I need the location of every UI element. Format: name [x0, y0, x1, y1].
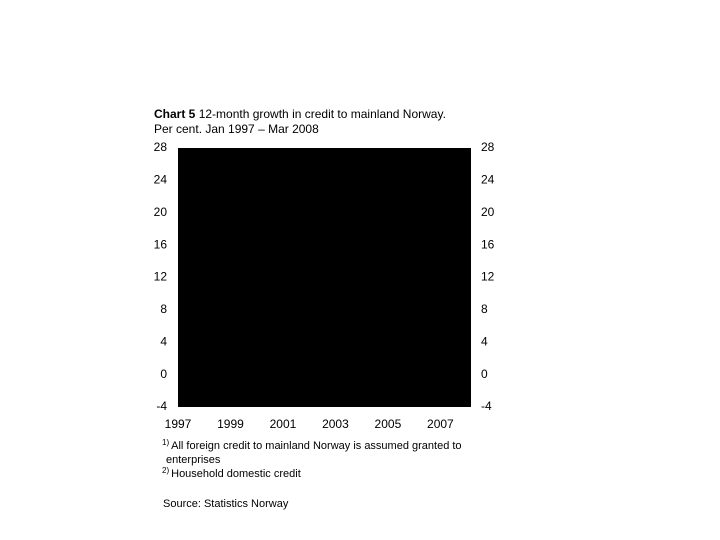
footnote-1: [162, 439, 462, 453]
y-tick-label-right: 24: [481, 172, 495, 187]
x-tick-label: 1997: [164, 417, 192, 432]
y-tick-label-left: -4: [156, 399, 167, 414]
y-tick-label-left: 28: [153, 140, 167, 155]
y-tick-label-left: 0: [160, 366, 167, 381]
y-tick-label-right: 8: [481, 302, 488, 317]
footnotes: [162, 439, 462, 481]
y-tick-label-left: 4: [160, 334, 167, 349]
y-tick-label-right: 20: [481, 204, 495, 219]
x-tick-label: 1999: [217, 417, 244, 432]
y-tick-label-right: 4: [481, 334, 488, 349]
x-tick-label: 2005: [374, 417, 402, 432]
y-tick-label-right: 16: [481, 237, 495, 252]
y-tick-label-left: 12: [153, 269, 167, 284]
x-tick-label: 2001: [269, 417, 297, 432]
y-tick-label-right: -4: [481, 399, 492, 414]
y-axis-left: [154, 140, 168, 413]
footnote-2-text: Household domestic credit: [171, 468, 301, 480]
y-tick-label-right: 12: [481, 269, 495, 284]
x-tick-label: 2007: [427, 417, 454, 432]
y-tick-label-left: 24: [153, 172, 167, 187]
chart-subtitle: Per cent. Jan 1997 – Mar 2008: [154, 122, 319, 136]
y-tick-label-right: 28: [481, 140, 495, 155]
footnote-1-continued: enterprises: [166, 454, 221, 466]
footnote-2-marker: 2): [162, 466, 170, 475]
footnote-1-marker: 1): [162, 438, 170, 447]
plot-area: [178, 148, 471, 407]
y-axis-right: [481, 140, 495, 413]
y-tick-label-left: 16: [153, 237, 167, 252]
y-tick-label-right: 0: [481, 366, 488, 381]
y-tick-label-left: 8: [160, 302, 167, 317]
footnote-1-text: All foreign credit to mainland Norway is assumed granted to: [171, 440, 462, 452]
chart-title-main: 12-month growth in credit to mainland Norway.: [198, 107, 446, 121]
x-axis: [165, 417, 454, 431]
source-note: Source: Statistics Norway: [163, 498, 289, 510]
footnote-2: [162, 467, 462, 481]
x-tick-label: 2003: [322, 417, 349, 432]
y-tick-label-left: 20: [153, 204, 167, 219]
chart-number: Chart 5: [154, 107, 196, 121]
